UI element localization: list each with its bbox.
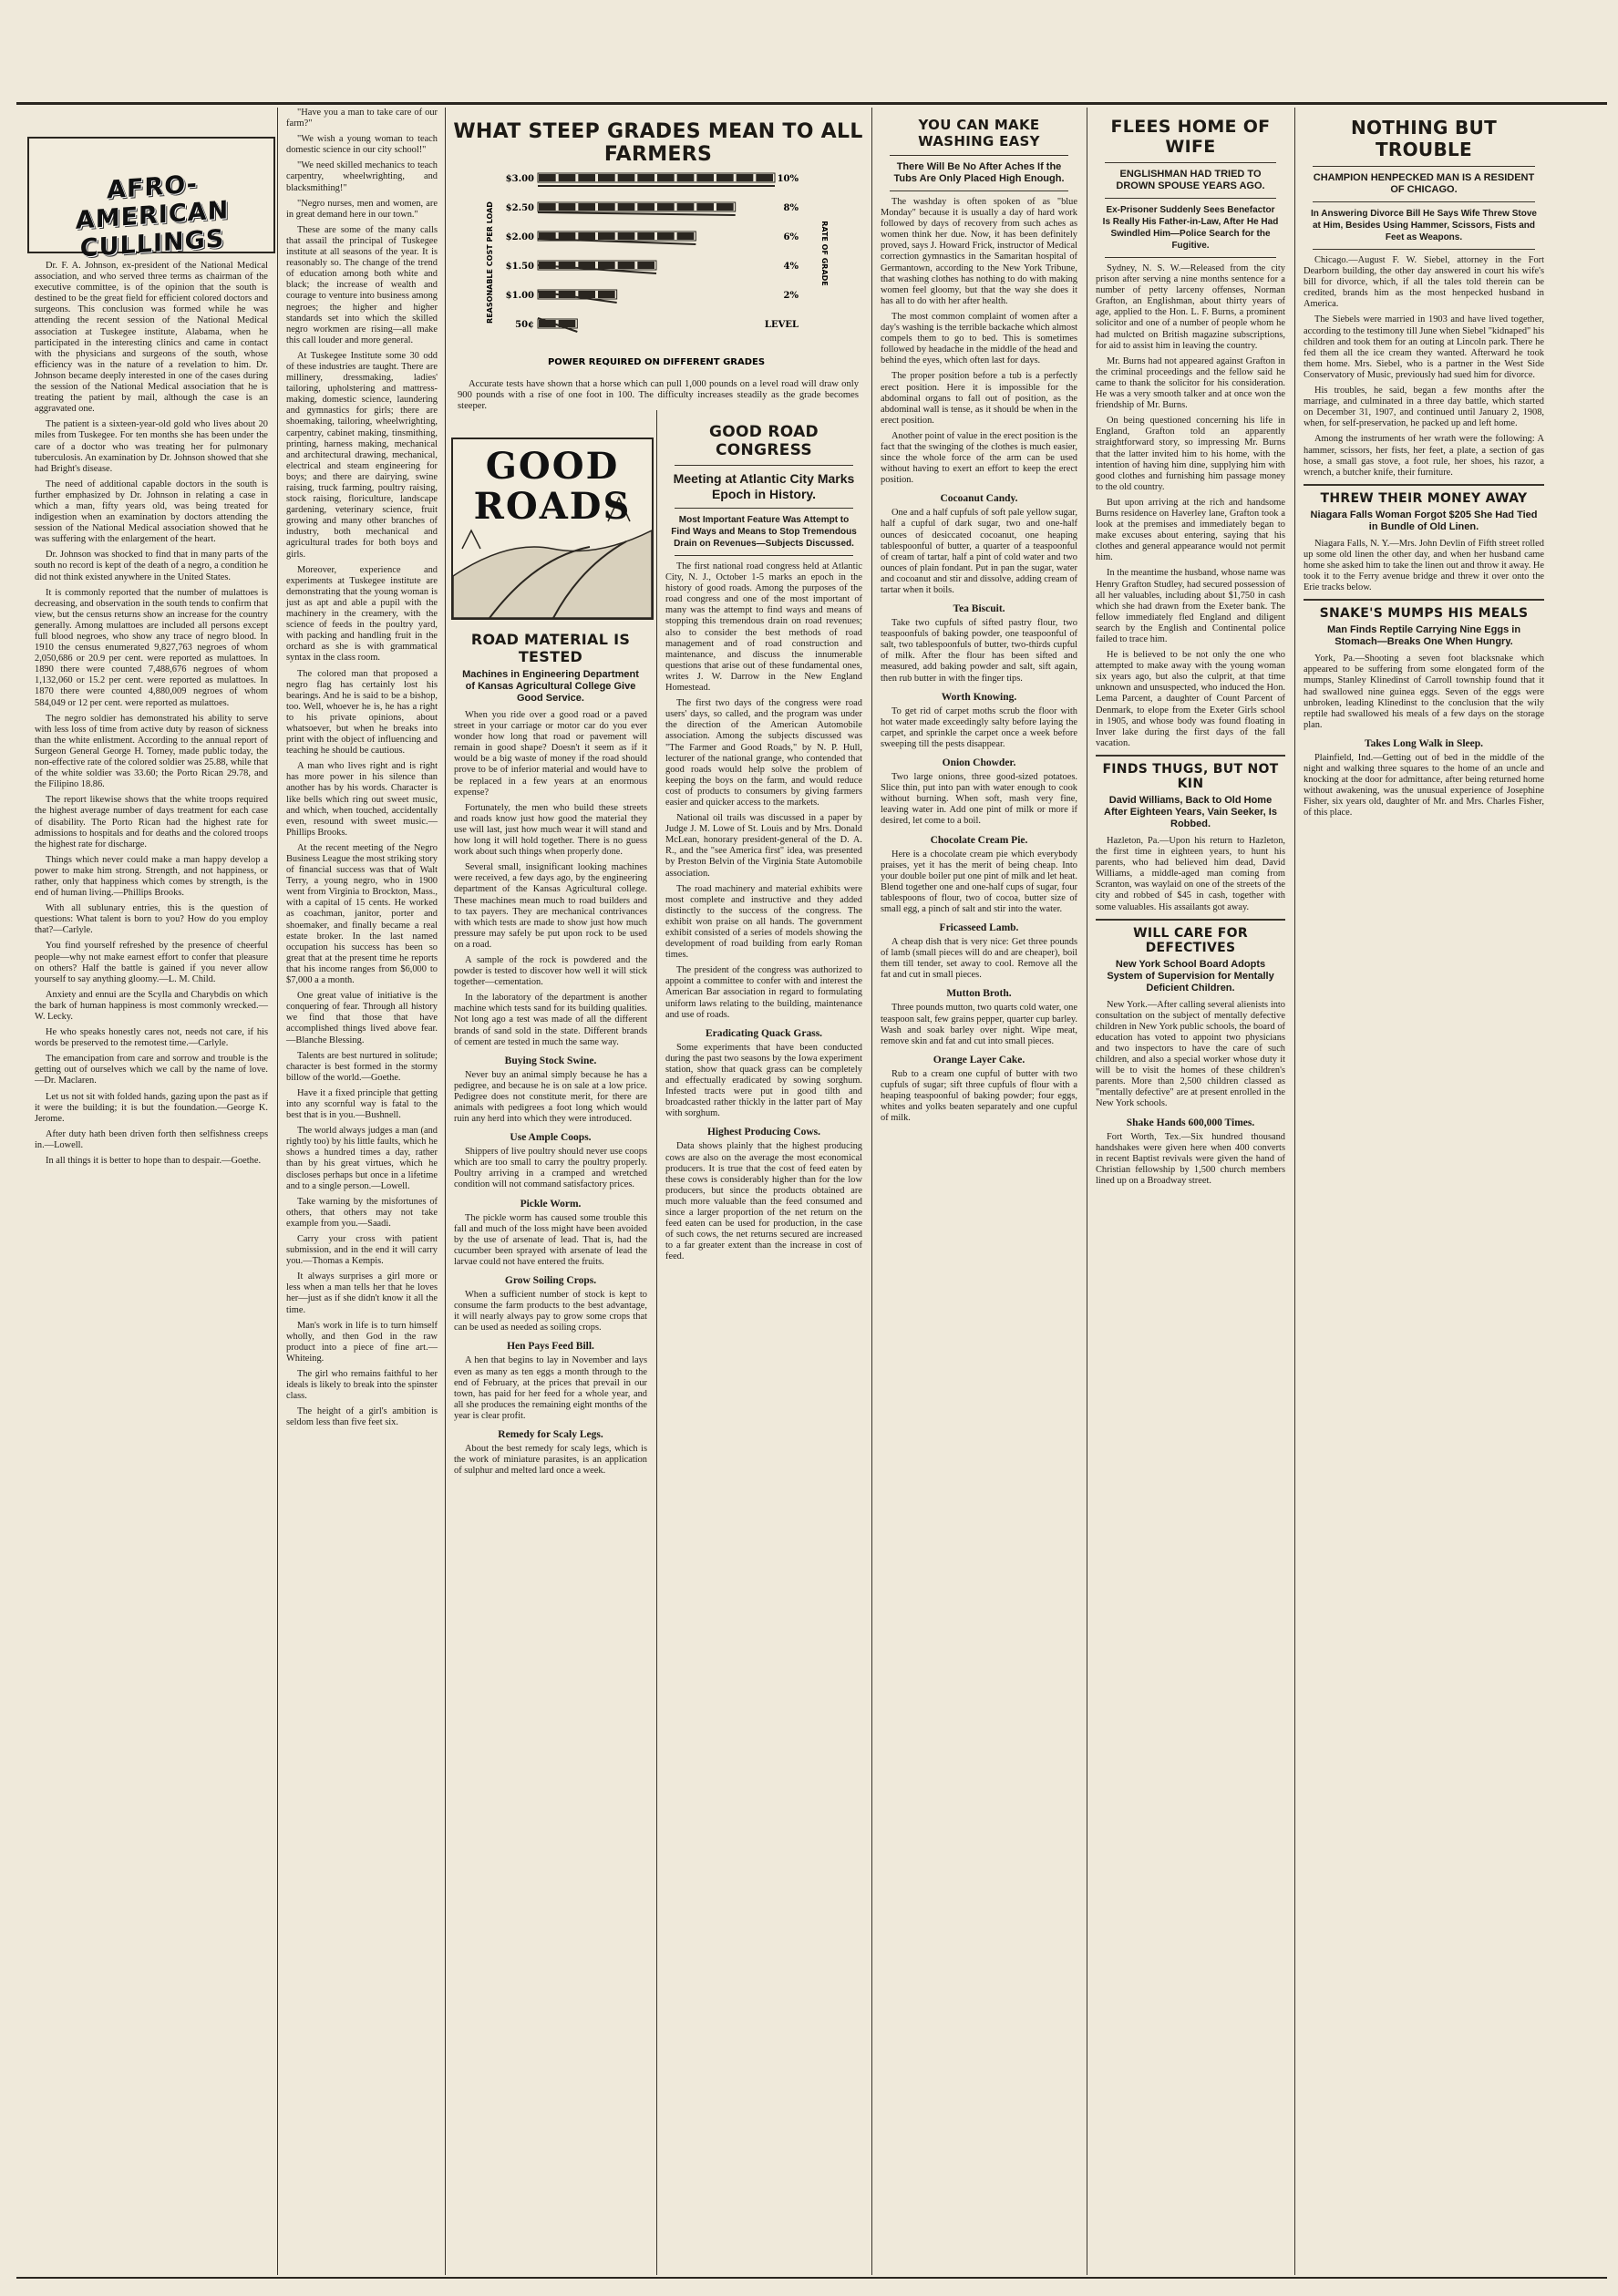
team-icon (578, 232, 595, 240)
team-icon (598, 203, 615, 211)
flees-subhead: ENGLISHMAN HAD TRIED TO DROWN SPOUSE YEARS AGO. (1116, 169, 1265, 191)
section-text: Never buy an animal simply because he has a pedigree, and because he is on sale at a low price. Pedigree does not constitute merit, for there are animals with pedigrees a foot long which would ruin any herd into which they were introduced. (454, 1069, 647, 1125)
paragraph: The washday is often spoken of as "blue Monday" because it is usually a day of hard work followed by days of recovery from such aches as women think her due. Now, it has been definitely proved, says J. Howard Frick, instructor of Medical correction gymnastics in the Samaritan hospital of Germantown, according to the New York Tribune, that washing clothes has nothing to do with making women feel gloomy, but that the way she does it has all to do with her after health. (881, 197, 1077, 306)
team-icon (677, 174, 695, 181)
paragraph: The colored man that proposed a negro flag has certainly lost his bearings. And he is said to be a bishop, too. Well, whoever he is, he has a right to his private opinions, about whatsoever, but when he breaks into print with the object of influencing and teaching he should be cautious. (286, 668, 438, 757)
cost-label: $3.00 (505, 174, 534, 184)
thugs-subhead: David Williams, Back to Old Home After Eighteen Years, Vain Seeker, Is Robbed. (1104, 794, 1277, 829)
paragraph: Sydney, N. S. W.—Released from the city prison after serving a nine months sentence for a number of petty larceny offenses, Norman Grafton, an Englishman, about thirty years of age, applied to the Hon. L. F. Burns, a prominent solicitor and one of a number of people whom he had mulcted on British magazine subscriptions, for aid to assist him in leaving the country. (1096, 263, 1285, 351)
road-material-body (454, 710, 647, 1477)
trouble-subhead: CHAMPION HENPECKED MAN IS A RESIDENT OF CHICAGO. (1313, 172, 1535, 195)
paragraph: These are some of the many calls that assail the principal of Tuskegee institute at all seasons of the year. It is reasonably so. The change of the trend of education among both white and black; the increase of wealth and courage to venture into business among negroes; the higher and higher standards set into which the skilled negro workmen are rising—all make this call louder and more general. (286, 224, 438, 345)
paragraph: Among the instruments of her wrath were the following: A hammer, scissors, her fists, her feet, a plate, a section of gas hose, a small gas stove, a foot rule, her shoes, his razor, a wrench, a butcher knife, their furniture. (1304, 434, 1544, 478)
team-icon (696, 174, 714, 181)
team-icon (716, 174, 734, 181)
thugs-headline: FINDS THUGS, BUT NOT KIN (1102, 761, 1279, 791)
section-title: Use Ample Coops. (510, 1132, 592, 1144)
divider (1304, 484, 1544, 486)
divider (1096, 919, 1285, 921)
divider (1313, 166, 1535, 167)
paragraph: The president of the congress was authorized to appoint a committee to confer with and interest the American Bar association in regard to formulating uniform laws relating to the building, maintenance and use of roads. (665, 965, 862, 1020)
steep-grades-article (447, 108, 870, 412)
team-icon (578, 174, 595, 181)
paragraph: "Have you a man to take care of our farm?" (286, 108, 438, 129)
grade-label: 4% (783, 262, 799, 272)
section-title: Worth Knowing. (941, 691, 1017, 703)
team-icon (657, 232, 675, 240)
team-icon (598, 262, 615, 269)
team-icon (618, 262, 635, 269)
paragraph: In all things it is better to hope than to despair.—Goethe. (46, 1156, 262, 1167)
paragraph: Anxiety and ennui are the Scylla and Charybdis on which the bark of human happiness is most commonly wrecked.—W. Lecky. (35, 989, 268, 1022)
grade-label: LEVEL (764, 320, 799, 330)
section-text: Shippers of live poultry should never use coops which are too small to carry the poultry properly. Poultry arriving in a cramped and wretched condition will not command satisfactory prices. (454, 1147, 647, 1190)
team-icon (578, 262, 595, 269)
section-text: About the best remedy for scaly legs, which is the work of miniature parasites, is an application of sulphur and melted lard once a week. (454, 1443, 647, 1477)
trouble-deck: In Answering Divorce Bill He Says Wife Threw Stove at Him, Besides Using Hammer, Scissors, Fists and Feet as Weapons. (1311, 209, 1537, 242)
paragraph: One great value of initiative is the conquering of fear. Through all history we find that those that have accomplished things lived above fear.—Blanche Blessing. (286, 991, 438, 1045)
paragraph: With all sublunary entries, this is the question of questions: What talent is born to you? How do you employ that?—Carlyle. (35, 903, 268, 936)
flees-body (1096, 263, 1285, 749)
flees-deck: Ex-Prisoner Suddenly Sees Benefactor Is Really His Father-in-Law, After He Had Swindled Him—Police Search for the Fugitive. (1102, 205, 1279, 251)
divider (675, 465, 853, 466)
paragraph: You find yourself refreshed by the presence of cheerful people—why not make earnest effort to confer that pleasure on others? Half the battle is gained if you never allow yourself to say anything gloomy.—L. M. Child. (35, 941, 268, 984)
divider (675, 555, 853, 556)
money-headline: THREW THEIR MONEY AWAY (1320, 490, 1528, 506)
team-icon (559, 320, 576, 327)
paragraph: In the meantime the husband, whose name was Henry Grafton Studley, had secured possession of all her valuables, including about $1,750 in cash which she had drawn from the Exeter bank. The fellow immediately fled England and diligent search by the English and Continental police failed to trace him. (1096, 568, 1285, 644)
section-title: Mutton Broth. (946, 988, 1012, 1000)
section-title: Buying Stock Swine. (504, 1055, 597, 1066)
team-icon (637, 262, 654, 269)
sleep-title: Takes Long Walk in Sleep. (1364, 737, 1484, 749)
divider (1105, 198, 1276, 199)
paragraph: The first two days of the congress were road users' days, so called, and the program was under the direction of the American Automobile association. Among the subjects discussed was "The Farmer and Good Roads," by N. P. Hull, lecturer of the national grange, who contended that good roads would help solve the problem of keeping the boys on the farm, and would reduce cost of products to consumers by giving farmers easier and quicker access to the markets. (665, 698, 862, 808)
section-title: Highest Producing Cows. (706, 1127, 821, 1138)
team-icon (637, 232, 654, 240)
team-icon (618, 174, 635, 181)
paragraph: Dr. F. A. Johnson, ex-president of the National Medical association, and who served three terms as chairman of the executive committee, is of the opinion that the south is destined to be the great field for efficient colored doctors and surgeons. This conclusion was formed while he was attending the recent session of the National Medical association at Tuskegee institute, Alabama, when he participated in the interesting clinics and came in contact with the physicians and surgeons of the south, whose efficiency was in the nature of a revelation to him. Dr. Johnson became deeply interested in one of the cases during the session of the National Medical association that he is treating the patient by mail, although the case is an aggravated one. (35, 261, 268, 415)
section-text: Take two cupfuls of sifted pastry flour, two teaspoonfuls of baking powder, one teaspoonful of salt, two tablespoonfuls of butter, two-thirds cupful of milk. After the flour has been sifted and measured, add baking powder and salt, sift again, then rub butter in with the finger tips. (881, 618, 1077, 684)
paragraph: His troubles, he said, began a few months after the marriage, and culminated in a three day battle, which started on December 31, 1907, and continued until January 2, 1908, when, for self-preservation, he packed up and left home. (1304, 386, 1544, 429)
section-text: One and a half cupfuls of soft pale yellow sugar, half a cupful of dark sugar, two and one-half ounces of desiccated cocoanut, one heaping tablespoonful of butter, a quarter of a teaspoonful of cream of tartar, half a pint of cold water and two ounces of plain fondant. Put in pan the sugar, water and cocoanut and stir and dissolve, adding cream of tartar when it boils. (881, 508, 1077, 595)
paragraph: Talents are best nurtured in solitude; character is best formed in the stormy billow of the world.—Goethe. (286, 1050, 438, 1083)
team-icon (539, 291, 556, 298)
column-cullings (27, 261, 275, 2275)
cost-label: $1.50 (505, 262, 534, 272)
team-icon (539, 232, 556, 240)
defectives-text: New York.—After calling several alienists into consultation on the subject of mentally defective children in New York public schools, the board of education has voted to appoint two physicians and two inspectors to have the care of such children, and also a special worker whose duty it will be to visit the homes of these children's parents. More than 2,500 children classed as "mentally defective" are at present enrolled in the New York schools. (1096, 999, 1285, 1109)
team-icon (618, 203, 635, 211)
paragraph: National oil trails was discussed in a paper by Judge J. M. Lowe of St. Louis and by Mrs. Donald McLean, honorary president-general of the D. A. R., and the "see America first" idea, was presented by Preston Belvin of the Virginia State Automobile association. (665, 813, 862, 879)
section-text: Here is a chocolate cream pie which everybody praises, yet it has the merit of being cheap. Into your double boiler put one pint of milk and let heat. Blend together one and one-half cups of sugar, four tablespoons of flour, two of cocoa, butter size of small egg, a pinch of salt and stir into the water. (881, 849, 1077, 914)
trouble-headline: NOTHING BUT TROUBLE (1350, 117, 1498, 160)
steep-grades-chart (483, 153, 830, 372)
cost-label: 50¢ (515, 320, 534, 330)
paragraph: Several small, insignificant looking machines were received, a few days ago, by the engineering department of the Kansas Agricultural college. These machines mean much to road builders and to tax payers. They are mechanical contrivances with which tests are made to show just how much pressure may safely be put upon rock to be used on a road. (454, 862, 647, 950)
divider (1096, 755, 1285, 757)
chart-ylabel-left: REASONABLE COST PER LOAD (486, 201, 494, 324)
divider (1105, 257, 1276, 258)
chart-caption: POWER REQUIRED ON DIFFERENT GRADES (547, 357, 766, 367)
congress-body (665, 561, 862, 1262)
paragraph: The emancipation from care and sorrow and trouble is the getting out of ourselves which we call by the name of love.—Dr. Maclaren. (35, 1054, 268, 1086)
section-text: Data shows plainly that the highest producing cows are also on the average the most economical producers. It is true that the cost of feed eaten by these cows is considerably higher than for the low producers, but since the products obtained are much more valuable than the feed consumed and since a larger proportion of the net return on the feed eaten can be used for production, in the case of such cows, the net returns secured are increased to a far greater extent than the increase in cost of feed. (665, 1141, 862, 1262)
section-title: Pickle Worm. (520, 1198, 582, 1210)
paragraph: The need of additional capable doctors in the south is further emphasized by Dr. Johnson in relating a case in which a man, fifty years old, was being treated for indigestion when an examination by doctors attending the session of the National Medical association showed that he was suffering with the enlargement of the heart. (35, 479, 268, 545)
column-road-material (447, 629, 654, 2275)
divider (1304, 599, 1544, 601)
section-title: Eradicating Quack Grass. (705, 1027, 823, 1039)
cullings-body (35, 261, 268, 1167)
section-title: Orange Layer Cake. (933, 1054, 1025, 1066)
team-icon (637, 203, 654, 211)
cost-label: $2.50 (505, 203, 534, 213)
cullings-title: AFRO-AMERICAN CULLINGS (75, 170, 230, 263)
paragraph: The world always judges a man (and rightly too) by his little faults, which he shows a hundred times a day, rather than by his great virtues, which he discloses perhaps but once in a lifetime and to a single person.—Lowell. (286, 1126, 438, 1191)
paragraph: The first national road congress held at Atlantic City, N. J., October 1-5 marks an epoch in the history of good roads. Among the purposes of the road congress and one of the most important of many was the attempt to find ways and means of stopping this tremendous drain on road revenues; also to consider the best methods of road management and of road construction and maintenance, and discuss the innumerable questions that arise out of these fundamental ones, writes J. W. Darrow in the New England Homestead. (665, 561, 862, 694)
column-separator (1294, 108, 1295, 2275)
divider (890, 190, 1068, 191)
good-roads-logo (451, 438, 654, 620)
page-top-rule (16, 102, 1607, 105)
team-icon (696, 203, 714, 211)
trouble-body (1304, 255, 1544, 479)
money-text: Niagara Falls, N. Y.—Mrs. John Devlin of Fifth street rolled up some old linen the other day, and when her husband came home she asked him to take the linen out and throw it away. He took it to the Ferry avenue bridge and threw it over onto the Erie tracks below. (1304, 538, 1544, 593)
paragraph: On being questioned concerning his life in England, Grafton told an apparently straightforward story, so impressing Mr. Burns that the latter invited him to his home, with the intention of having him dine, supplying him with good clothes and furnishing him passage money to the old country. (1096, 416, 1285, 492)
paragraph: "Negro nurses, men and women, are in great demand here in our town." (286, 198, 438, 220)
paragraph: Carry your cross with patient submission, and in the end it will carry you.—Thomas a Kempis. (286, 1234, 438, 1267)
paragraph: Fortunately, the men who build these streets and roads know just how good the material they use will last, just how much wear it will stand and how long it will hold together. There is no guess work about such things when properly done. (454, 802, 647, 858)
section-title: Cocoanut Candy. (940, 493, 1018, 505)
paragraph: It is commonly reported that the number of mulattoes is decreasing, and observation in the south tends to confirm that view, but the census returns show an increase for the country generally. Among mulattoes are included all persons except full blood negroes, who show any trace of negro blood. In 1910 the census enumerated 9,827,763 negroes of whom 2,050,686 or 20.9 per cent. were reported as mulattoes. In 1890 there were counted 7,488,676 negroes of whom 1,132,060 or 15.2 per cent. were reported as mulattoes. In 1870 there were counted 4,880,009 negroes of whom 584,049 or 12 per cent. were reported as mulattoes. (35, 587, 268, 708)
section-text: A hen that begins to lay in November and lays even as many as ten eggs a month through to the end of February, at the prices that prevail in our town, has paid for her feed for a whole year, and all she produces the remaining eight months of the year is clear profit. (454, 1355, 647, 1421)
grade-label: 10% (777, 174, 799, 184)
mumps-headline: SNAKE'S MUMPS HIS MEALS (1319, 606, 1529, 622)
thugs-text: Hazleton, Pa.—Upon his return to Hazleton, the first time in eighteen years, to hunt his parents, who had believed him dead, David Williams, a middle-aged man coming from Scranton, was waylaid on one of the streets of the city and robbed of $45 in cash, together with some valuables. His assailants got away. (1096, 835, 1285, 912)
chart-layer (506, 173, 799, 332)
paragraph: "We need skilled mechanics to teach carpentry, wheelwrighting, and blacksmithing!" (286, 160, 438, 193)
section-title: Fricasseed Lamb. (939, 922, 1019, 934)
column-nothing-but-trouble (1296, 108, 1551, 2275)
team-icon (737, 174, 754, 181)
paragraph: Moreover, experience and experiments at Tuskegee institute are demonstrating that the young woman is just as apt and able a pupil with the machinery in the creamery, with the science of feeds in the poultry yard, with packing and handling fruit in the orchard as she is with grammatical syntax in the class room. (286, 564, 438, 664)
paragraph: Let us not sit with folded hands, gazing upon the past as if it were the building; it is but the foundation.—George K. Jerome. (35, 1091, 268, 1124)
team-icon (637, 174, 654, 181)
section-text: When a sufficient number of stock is kept to consume the farm products to the best advantage, it will nearly always pay to grow some crops that can be used as needed as soiling crops. (454, 1290, 647, 1333)
shake-text: Fort Worth, Tex.—Six hundred thousand handshakes were given here when 400 converts in recent Baptist revivals were given the hand of Christian fellowship by 1,500 church members lined up on a Broadway street. (1096, 1131, 1285, 1186)
team-icon (559, 291, 576, 298)
section-title: Onion Chowder. (942, 757, 1016, 769)
section-text: The pickle worm has caused some trouble this fall and much of the loss might have been avoided by the use of arsenate of lead. That is, had the cucumber been sprayed with arsenate of lead the larvae could not have entered the fruits. (454, 1212, 647, 1267)
cullings-masthead (27, 137, 275, 263)
paragraph: Dr. Johnson was shocked to find that in many parts of the south no record is kept of the death of a negro, a condition he did not think existed anywhere in the United States. (35, 550, 268, 582)
paragraph: At Tuskegee Institute some 30 odd of these industries are taught. There are millinery, dressmaking, ladies' tailoring, upholstering and mattress-making, domestic science, laundering and gymnastics for girls; there are shoemaking, tailoring, wheelwrighting, carpentry, cabinet making, tinsmithing, printing, harness making, mechanical and architectural drawing, mechanical, electrical and steam engineering for boys; and there are dairying, swine raising, truck farming, poultry raising, stock raising, floriculture, landscape gardening, veterinary science, fruit growing and many other branches of industry, both mechanical and agricultural trades for both boys and girls. (286, 350, 438, 560)
paragraph: In the laboratory of the department is another machine which tests sand for its building qualities. Not long ago a test was made of all the different brands of sand sold in the state. Different brands of cement are tested in much the same way. (454, 993, 647, 1047)
mumps-text: York, Pa.—Shooting a seven foot blacksnake which appeared to be suffering from some elongated form of the mumps, Stanley Klinedinst of Carroll township found that it had swallowed nine guinea eggs. Seven of the eggs were unbroken, leading Klinedinst to the conclusion that the wily reptile had swallowed his meals of a few days on the storage plan. (1304, 654, 1544, 730)
team-icon (598, 291, 615, 298)
team-icon (559, 203, 576, 211)
shake-title: Shake Hands 600,000 Times. (1126, 1117, 1255, 1128)
divider (1105, 162, 1276, 163)
paragraph: A man who lives right and is right has more power in his silence than another has by his words. Character is like bells which ring out sweet music, and which, when touched, accidentally even, resound with sweet music.—Phillips Brooks. (286, 761, 438, 838)
paragraph: The height of a girl's ambition is seldom less than five feet six. (286, 1406, 438, 1428)
team-icon (598, 174, 615, 181)
team-icon (657, 174, 675, 181)
column-tuskegee (279, 108, 445, 2275)
team-icon (657, 203, 675, 211)
cost-label: $2.00 (505, 232, 534, 242)
road-material-headline: ROAD MATERIAL IS TESTED (470, 631, 631, 665)
defectives-headline: WILL CARE FOR DEFECTIVES (1133, 925, 1248, 955)
washing-body (881, 197, 1077, 1124)
section-title: Grow Soiling Crops. (504, 1275, 597, 1287)
divider (1313, 201, 1535, 202)
paragraph: He is believed to be not only the one who attempted to make away with the young woman six years ago, but also the culprit, at that time unknown and unsuspected, who induced the Hon. Lema Parcent, a daughter of Count Parcent of Denmark, to elope from the Exeter Girls school in 1905, and whose body was found floating in Inver lake during the first days of the fall vacation. (1096, 650, 1285, 748)
divider (1313, 249, 1535, 250)
team-icon (716, 203, 734, 211)
grade-line (538, 212, 736, 215)
congress-subhead: Meeting at Atlantic City Marks Epoch in History. (673, 471, 855, 501)
column-separator (277, 108, 278, 2275)
paragraph: Mr. Burns had not appeared against Grafton in the criminal proceedings and the fellow said he came to thank the solicitor for his consideration. He was a very smooth talker and at once won the friendship of Mr. Burns. (1096, 355, 1285, 411)
team-icon (618, 232, 635, 240)
section-title: Remedy for Scaly Legs. (498, 1428, 603, 1440)
section-title: Chocolate Cream Pie. (930, 834, 1028, 846)
paragraph: Things which never could make a man happy develop a power to make him strong. Strength, and not happiness, or rather, only that happiness which comes by strength, is the end of human living.—Phillips Brooks. (35, 854, 268, 899)
paragraph: Take warning by the misfortunes of others, that others may not take example from you.—Saadi. (286, 1196, 438, 1229)
paragraph: The most common complaint of women after a day's washing is the terrible backache which almost compels them to go to bed. This is sometimes followed by headache in the middle of the head and behind the eyes, which often last for days. (881, 311, 1077, 366)
flees-headline: FLEES HOME OF WIFE (1110, 117, 1271, 157)
cost-label: $1.00 (505, 291, 534, 301)
team-icon (756, 174, 773, 181)
team-icon (677, 203, 695, 211)
team-icon (578, 291, 595, 298)
grade-label: 8% (783, 203, 799, 213)
team-icon (539, 203, 556, 211)
team-icon (559, 232, 576, 240)
tuskegee-body (286, 108, 438, 1429)
good-roads-top: GOOD (485, 445, 620, 488)
paragraph: The girl who remains faithful to her ideals is likely to break into the spinster class. (286, 1369, 438, 1402)
paragraph: The Siebels were married in 1903 and have lived together, according to the testimony till June when Siebel "kidnaped" his children and took them for an outing at Lincoln park. There he fed them all the ice cream they wanted. Afterward he took them home. Mrs. Siebel, who is a partner in the West Side Conservatory of Music, previously had sued him for divorce. (1304, 314, 1544, 380)
section-text: Some experiments that have been conducted during the past two seasons by the Iowa experiment station, show that quack grass can be completely and effectually eradicated by sowing sorghum. Infested tracts were put in good tilth and broadcasted rather thickly in the latter part of May with sorghum. (665, 1042, 862, 1119)
mumps-subhead: Man Finds Reptile Carrying Nine Eggs in Stomach—Breaks One When Hungry. (1326, 624, 1521, 648)
paragraph: "We wish a young woman to teach domestic science in our city school!" (286, 134, 438, 156)
paragraph: After duty hath been driven forth then selfishness creeps in.—Lowell. (35, 1128, 268, 1150)
paragraph: Chicago.—August F. W. Siebel, attorney in the Fort Dearborn building, the other day answered in court his wife's bill for divorce, which, if all the tales told therein can be credited, brands him as the most henpecked husband in America. (1304, 255, 1544, 310)
divider (890, 155, 1068, 156)
washing-subhead: There Will Be No After Aches If the Tubs Are Only Placed High Enough. (893, 161, 1065, 184)
paragraph: But upon arriving at the rich and handsome Burns residence on Haverley lane, Grafton took a look at the premises and immediately began to make excuses about entering, saying that his clothes and general appearance would not permit him. (1096, 497, 1285, 563)
good-roads-bottom: ROADS (473, 485, 632, 528)
sleep-text: Plainfield, Ind.—Getting out of bed in the middle of the night and walking three squares to the home of an uncle and knocking at the door for admittance, after being returned home without awakening, was the unusual experience of Josephine Fisher, six years old, daughter of Mr. and Mrs. Charles Fisher, of this place. (1304, 752, 1544, 819)
column-separator (871, 108, 872, 2275)
paragraph: The report likewise shows that the white troops required the highest average number of days treatment for each case of disability. The Porto Rican had the highest rate for admissions to hospitals and for deaths and the colored troops the highest rate for discharge. (35, 795, 268, 849)
team-icon (559, 262, 576, 269)
team-icon (539, 174, 556, 181)
grade-label: 2% (783, 291, 799, 301)
money-subhead: Niagara Falls Woman Forgot $205 She Had Tied in Bundle of Old Linen. (1310, 509, 1538, 532)
paragraph: He who speaks honestly cares not, needs not care, if his words be preserved to the remotest time.—Carlyle. (35, 1027, 268, 1049)
team-icon (598, 232, 615, 240)
steep-grades-headline: WHAT STEEP GRADES MEAN TO ALL FARMERS (453, 120, 863, 166)
paragraph: A sample of the rock is powdered and the powder is tested to discover how well it will stick together—cementation. (454, 954, 647, 988)
section-text: Three pounds mutton, two quarts cold water, one teaspoon salt, few grains pepper, quarter cup barley. Wash and soak barley over night. Wipe meat, remove skin and fat and cut into small pieces. (881, 1003, 1077, 1046)
team-icon (578, 203, 595, 211)
steep-grades-note: Accurate tests have shown that a horse which can pull 1,000 pounds on a level road will draw only 900 pounds with a rise of one foot in 100. The difficulty increases steadily as the grade becomes steeper. (458, 379, 859, 412)
paragraph: It always surprises a girl more or less when a man tells her that he loves her—just as if she didn't know it all the time. (286, 1272, 438, 1315)
paragraph: Have it a fixed principle that getting into any scornful way is fatal to the best that is in you.—Bushnell. (286, 1087, 438, 1121)
column-separator (445, 108, 446, 2275)
column-washing (873, 108, 1085, 2275)
divider (675, 508, 853, 509)
section-text: Rub to a cream one cupful of butter with two cupfuls of sugar; sift three cupfuls of flour with a heaping teaspoonful of baking powder; four eggs, whites and yolks beaten separately and one cupful of milk. (881, 1068, 1077, 1124)
section-text: A cheap dish that is very nice: Get three pounds of lamb (small pieces will do and are cheaper), boil them till tender, set away to cool. Remove all the fat and cut in small pieces. (881, 937, 1077, 981)
column-road-congress (658, 419, 870, 2275)
grade-label: 6% (783, 232, 799, 242)
road-material-subhead: Machines in Engineering Department of Kansas Agricultural College Give Good Service. (462, 669, 639, 704)
paragraph: Another point of value in the erect position is the fact that the swinging of the clothes is much easier, since the whole force of the arm can be used without having to exert an effort to keep the erect position. (881, 430, 1078, 486)
chart-ylabel-right: RATE OF GRADE (820, 221, 829, 286)
paragraph: The negro soldier has demonstrated his ability to serve with less loss of time from active duty by reason of sickness than the white enlistment. According to the annual report of Surgeon General George H. Torney, made public today, the non-effective rate of the colored soldier was 25.88, while that of the white soldier was 33.60; the Porto Rican 29.78, and the Filipino 18.86. (35, 713, 268, 790)
team-icon (539, 262, 556, 269)
paragraph: The proper position before a tub is a perfectly erect position. Here it is impossible for the abdominal organs to fall out of position, as the abdominal wall is tense, as it should be when in the erect position. (881, 371, 1077, 426)
congress-deck: Most Important Feature Was Attempt to Find Ways and Means to Stop Tremendous Drain on Revenues—Subjects Discussed. (671, 515, 857, 549)
paragraph: Man's work in life is to turn himself wholly, and then God in the raw product into a piece of fine art.—Whiteing. (286, 1320, 438, 1364)
team-icon (559, 174, 576, 181)
team-icon (677, 232, 695, 240)
page-bottom-rule (16, 2277, 1607, 2279)
paragraph: The road machinery and material exhibits were most complete and instructive and they added distinctly to the success of the congress. The exhibit won praise on all hands. The government exhibit consisted of a series of models showing the development of road building from early Roman times. (665, 883, 862, 961)
column-separator (656, 410, 657, 2275)
section-text: Two large onions, three good-sized potatoes. Slice thin, put into pan with water enough to cook without burning. When soft, mash very fine, leaving water in. Add one pint of milk or more if desired, let come to a boil. (881, 772, 1077, 827)
section-title: Tea Biscuit. (953, 603, 1005, 615)
section-title: Hen Pays Feed Bill. (507, 1341, 594, 1353)
paragraph: At the recent meeting of the Negro Business League the most striking story of financial success was that of Walt Terry, a young negro, who in 1900 went from Virginia to Brockton, Mass., with a capital of 15 cents. He worked as coachman, janitor, porter and shoemaker, and finally became a real estate broker. In the last named occupation his success has been so great that at the present time he reports that his income ranges from $6,000 to $7,000 a a month. (286, 842, 438, 986)
column-flees-home (1088, 108, 1293, 2275)
washing-headline: YOU CAN MAKE WASHING EASY (918, 117, 1040, 149)
paragraph: When you ride over a good road or a paved street in your carriage or motor car do you ever wonder how long that road or pavement will remain in good shape? Doesn't it seem as if it would be a big waste of money if the road should prove to be of inferior material and would have to be replaced in a few years at an enormous expense? (454, 710, 647, 798)
congress-headline: GOOD ROAD CONGRESS (709, 423, 819, 459)
team-icon (539, 320, 556, 327)
defectives-subhead: New York School Board Adopts System of Supervision for Mentally Deficient Children. (1107, 958, 1274, 994)
paragraph: The patient is a sixteen-year-old gold who lives about 20 miles from Tuskegee. For ten months she has been under the care of a doctor who was treating her for pulmonary tuberculosis. An examination by Dr. Johnson showed that she had Bright's disease. (35, 419, 268, 474)
section-text: To get rid of carpet moths scrub the floor with hot water made exceedingly salty before laying the carpet, and sprinkle the carpet once a week before sweeping till the pests disappear. (881, 705, 1077, 749)
